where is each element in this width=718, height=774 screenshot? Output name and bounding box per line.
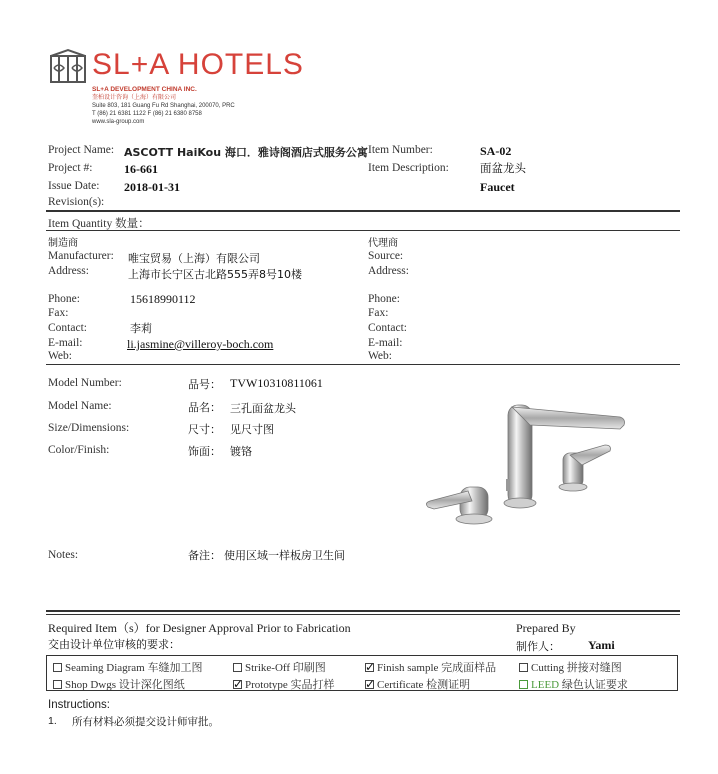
agent-web-label: Web:: [368, 350, 392, 362]
manufacturer-phone-label: Phone:: [48, 293, 80, 305]
model-color-value: 镀铬: [230, 445, 252, 458]
agent-contact-label: Contact:: [368, 322, 407, 334]
issue-date-label: Issue Date:: [48, 180, 100, 192]
divider-top: [46, 210, 680, 212]
prepared-by-label: Prepared By: [516, 621, 576, 635]
company-phone-fax: T (86) 21 6381 1122 F (86) 21 6380 8758: [92, 111, 202, 117]
checkbox-seaming-diagram[interactable]: Seaming Diagram 车缝加工图: [53, 659, 202, 675]
agent-fax-label: Fax:: [368, 307, 389, 319]
prepared-by-value: Yami: [588, 638, 615, 652]
approval-checklist: [46, 655, 678, 691]
company-cn: 奎柏设计咨询（上海）有限公司: [92, 95, 177, 101]
checkbox-shop-dwgs[interactable]: Shop Dwgs 设计深化图纸: [53, 676, 185, 692]
manufacturer-label: Manufacturer:: [48, 250, 114, 262]
item-desc-label: Item Description:: [368, 162, 449, 174]
checkbox-box[interactable]: [519, 663, 528, 672]
faucet-product-image: [420, 395, 650, 535]
notes-value: 使用区域一样板房卫生间: [224, 549, 345, 562]
item-number-label: Item Number:: [368, 144, 433, 156]
approval-title-cn: 交由设计单位审核的要求：: [48, 638, 180, 651]
manufacturer-email-label: E-mail:: [48, 337, 83, 349]
item-desc-cn: 面盆龙头: [480, 161, 526, 175]
checkbox-box-checked[interactable]: [365, 680, 374, 689]
issue-date-value: 2018-01-31: [124, 180, 180, 194]
checkbox-certificate[interactable]: ✓ Certificate 检测证明: [365, 676, 470, 692]
instructions-label: Instructions:: [48, 699, 110, 711]
checkbox-strike-off[interactable]: Strike-Off 印刷图: [233, 659, 326, 675]
logo-emblem-icon: [48, 48, 88, 86]
agent-phone-label: Phone:: [368, 293, 400, 305]
manufacturer-web-label: Web:: [48, 350, 72, 362]
model-name-value: 三孔面盆龙头: [230, 402, 296, 415]
company-en: SL+A DEVELOPMENT CHINA INC.: [92, 86, 197, 93]
manufacturer-contact-label: Contact:: [48, 322, 87, 334]
item-number-value: SA-02: [480, 144, 512, 158]
agent-address-label: Address:: [368, 265, 409, 277]
approval-title-en: Required Item（s）for Designer Approval Prior to Fabrication: [48, 621, 351, 635]
notes-cn-label: 备注：: [188, 549, 221, 562]
model-size-cn: 尺寸：: [188, 423, 221, 436]
checkbox-leed[interactable]: LEED 绿色认证要求: [519, 676, 628, 692]
agent-source-label: Source:: [368, 250, 404, 262]
manufacturer-address-value: 上海市长宁区古北路555弄8号10楼: [128, 268, 302, 281]
model-name-cn: 品名：: [188, 401, 221, 414]
checkbox-box[interactable]: [233, 663, 242, 672]
checkbox-prototype[interactable]: ✓ Prototype 实品打样: [233, 676, 335, 692]
logo-brand: SL+A HOTELS: [92, 48, 304, 81]
model-number-label: Model Number:: [48, 377, 122, 389]
manufacturer-value: 唯宝贸易（上海）有限公司: [128, 252, 260, 265]
company-address: Suite 803, 181 Guang Fu Rd Shanghai, 200070, PRC: [92, 103, 235, 109]
instructions-item-no: 1.: [48, 715, 57, 727]
project-name-value: ASCOTT HaiKou 海口．雅诗阁酒店式服务公寓: [124, 146, 368, 159]
agent-section-cn: 代理商: [368, 238, 398, 249]
logo: [48, 46, 304, 136]
checkbox-box-checked[interactable]: [233, 680, 242, 689]
notes-label: Notes:: [48, 549, 79, 561]
manufacturer-fax-label: Fax:: [48, 307, 69, 319]
manufacturer-section-cn: 制造商: [48, 238, 78, 249]
item-desc-en: Faucet: [480, 180, 515, 194]
model-size-value: 见尺寸图: [230, 423, 274, 436]
checkbox-box-checked[interactable]: [365, 663, 374, 672]
divider-quantity: [46, 230, 680, 231]
model-size-label: Size/Dimensions:: [48, 422, 130, 434]
revision-label: Revision(s):: [48, 196, 105, 208]
divider-approval-1: [46, 610, 680, 612]
model-number-cn: 品号：: [188, 378, 221, 391]
project-name-label: Project Name:: [48, 144, 115, 156]
checkbox-box[interactable]: [519, 680, 528, 689]
instructions-item-text: 所有材料必须提交设计师审批。: [72, 716, 219, 728]
model-color-label: Color/Finish:: [48, 444, 110, 456]
manufacturer-contact-value: 李莉: [130, 322, 152, 335]
model-color-cn: 饰面：: [188, 445, 221, 458]
project-no-value: 16-661: [124, 162, 158, 176]
manufacturer-address-label: Address:: [48, 265, 89, 277]
checkbox-cutting[interactable]: Cutting 拼接对缝图: [519, 659, 622, 675]
item-quantity-label: Item Quantity 数量：: [48, 218, 150, 230]
divider-contacts: [46, 364, 680, 365]
agent-email-label: E-mail:: [368, 337, 403, 349]
checkbox-box[interactable]: [53, 680, 62, 689]
prepared-by-cn: 制作人：: [516, 640, 560, 653]
project-no-label: Project #:: [48, 162, 93, 174]
checkbox-box[interactable]: [53, 663, 62, 672]
company-website: www.sla-group.com: [92, 119, 145, 125]
divider-approval-2: [46, 614, 680, 615]
checkbox-finish-sample[interactable]: ✓ Finish sample 完成面样品: [365, 659, 496, 675]
model-number-value: TVW10310811061: [230, 376, 323, 390]
manufacturer-email-link[interactable]: li.jasmine@villeroy-boch.com: [127, 337, 274, 351]
model-name-label: Model Name:: [48, 400, 112, 412]
manufacturer-phone-value: 15618990112: [130, 292, 196, 306]
